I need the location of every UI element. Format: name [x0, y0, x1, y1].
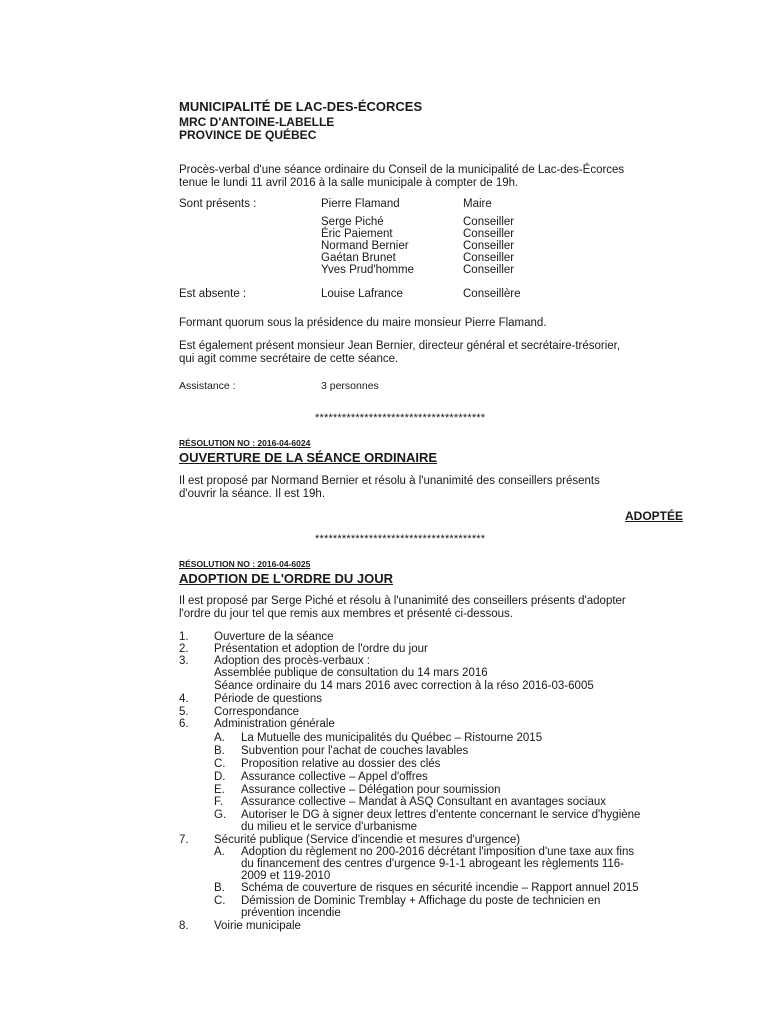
agenda-text: Voirie municipale [214, 920, 301, 932]
agenda-subitem [179, 821, 683, 834]
assistance-value: 3 personnes [321, 380, 379, 392]
subitem-letter: D. [214, 771, 226, 783]
agenda-subitem [179, 745, 683, 758]
separator: ************************************** [315, 533, 486, 545]
attendee-name: Éric Paiement [321, 228, 393, 240]
agenda-text: Correspondance [214, 706, 300, 718]
attendee-row [179, 198, 683, 211]
resolution-text-line-1: Il est proposé par Serge Piché et résolu à l'unanimité des conseillers présents d'adopter [179, 595, 626, 607]
agenda-number: 8. [179, 920, 189, 932]
agenda-number: 1. [179, 631, 189, 643]
subitem-letter: F. [214, 796, 223, 808]
agenda-item [179, 920, 683, 933]
absent-role: Conseillère [463, 288, 521, 300]
agenda-subitem [179, 732, 683, 745]
agenda-text: Sécurité publique (Service d'incendie et mesures d'urgence) [214, 834, 521, 846]
secretary-line-1: Est également présent monsieur Jean Bernier, directeur général et secrétaire-trésorier, [179, 340, 621, 352]
agenda-text: Adoption des procès-verbaux : [214, 655, 370, 667]
resolution-number: RÉSOLUTION NO : 2016-04-6024 [179, 438, 311, 448]
resolution-title: OUVERTURE DE LA SÉANCE ORDINAIRE [179, 450, 438, 465]
attendee-name: Pierre Flamand [321, 198, 400, 210]
subitem-text: Assurance collective – Appel d'offres [241, 771, 428, 783]
agenda-text: Assemblée publique de consultation du 14 mars 2016 [214, 667, 488, 679]
secretary-line-2: qui agit comme secrétaire de cette séance. [179, 353, 399, 365]
assistance-label: Assistance : [179, 380, 236, 392]
subitem-text: Adoption du règlement no 200-2016 décrétant l'imposition d'une taxe aux fins [241, 846, 635, 858]
subitem-letter: E. [214, 784, 225, 796]
agenda-text: Administration générale [214, 718, 335, 730]
agenda-text: Présentation et adoption de l'ordre du jour [214, 643, 428, 655]
assistance-row [179, 380, 683, 393]
subitem-text: 2009 et 119-2010 [241, 870, 331, 882]
agenda-text: Ouverture de la séance [214, 631, 334, 643]
agenda-item [179, 667, 683, 680]
mrc-title: MRC D'ANTOINE-LABELLE [179, 115, 335, 129]
subitem-text: Assurance collective – Mandat à ASQ Consultant en avantages sociaux [241, 796, 607, 808]
attendee-role: Conseiller [463, 228, 515, 240]
agenda-number: 5. [179, 706, 189, 718]
subitem-text: Proposition relative au dossier des clés [241, 758, 441, 770]
agenda-number: 7. [179, 834, 189, 846]
attendee-name: Serge Piché [321, 216, 384, 228]
quorum-text: Formant quorum sous la présidence du maire monsieur Pierre Flamand. [179, 317, 547, 329]
subitem-letter: G. [214, 809, 227, 821]
subitem-letter: B. [214, 882, 225, 894]
absent-row [179, 288, 683, 301]
resolution-text-line-1: Il est proposé par Normand Bernier et résolu à l'unanimité des conseillers présents [179, 475, 600, 487]
resolution-text-line-2: d'ouvrir la séance. Il est 19h. [179, 488, 326, 500]
agenda-number: 6. [179, 718, 189, 730]
agenda-number: 4. [179, 693, 189, 705]
agenda-text: Séance ordinaire du 14 mars 2016 avec correction à la réso 2016-03-6005 [214, 680, 594, 692]
subitem-text: Subvention pour l'achat de couches lavables [241, 745, 469, 757]
subitem-text: prévention incendie [241, 907, 341, 919]
attendee-row [179, 264, 683, 277]
resolution-title: ADOPTION DE L'ORDRE DU JOUR [179, 571, 393, 586]
subitem-text: La Mutuelle des municipalités du Québec – Ristourne 2015 [241, 732, 543, 744]
subitem-letter: C. [214, 895, 226, 907]
subitem-text: Assurance collective – Délégation pour soumission [241, 784, 501, 796]
intro-line-1: Procès-verbal d'une séance ordinaire du Conseil de la municipalité de Lac-des-Écorces [179, 164, 625, 176]
attendee-name: Normand Bernier [321, 240, 409, 252]
attendee-role: Maire [463, 198, 492, 210]
attendee-role: Conseiller [463, 252, 515, 264]
presents-label: Sont présents : [179, 198, 257, 210]
attendee-name: Yves Prud'homme [321, 264, 414, 276]
attendee-role: Conseiller [463, 216, 515, 228]
municipality-title: MUNICIPALITÉ DE LAC-DES-ÉCORCES [179, 99, 423, 114]
agenda-subitem [179, 907, 683, 920]
subitem-text: Autoriser le DG à signer deux lettres d'entente concernant le service d'hygiène [241, 809, 641, 821]
agenda-item [179, 718, 683, 731]
subitem-text: du financement des centres d'urgence 9-1-1 abrogeant les règlements 116- [241, 858, 624, 870]
agenda-subitem [179, 882, 683, 895]
agenda-item [179, 693, 683, 706]
subitem-text: Démission de Dominic Tremblay + Affichage du poste de technicien en [241, 895, 601, 907]
agenda-item [179, 680, 683, 693]
agenda-subitem [179, 758, 683, 771]
subitem-letter: A. [214, 846, 225, 858]
absent-label: Est absente : [179, 288, 247, 300]
agenda-text: Période de questions [214, 693, 323, 705]
adopted-status: ADOPTÉE [624, 509, 683, 523]
subitem-letter: A. [214, 732, 225, 744]
attendee-role: Conseiller [463, 240, 515, 252]
subitem-text: du milieu et le service d'urbanisme [241, 821, 418, 833]
attendee-role: Conseiller [463, 264, 515, 276]
attendee-name: Gaétan Brunet [321, 252, 396, 264]
agenda-number: 2. [179, 643, 189, 655]
absent-name: Louise Lafrance [321, 288, 403, 300]
subitem-letter: C. [214, 758, 226, 770]
subitem-letter: B. [214, 745, 225, 757]
agenda-number: 3. [179, 655, 189, 667]
agenda-subitem [179, 771, 683, 784]
resolution-number: RÉSOLUTION NO : 2016-04-6025 [179, 559, 311, 569]
resolution-text-line-2: l'ordre du jour tel que remis aux membres et présenté ci-dessous. [179, 608, 513, 620]
agenda-subitem [179, 796, 683, 809]
subitem-text: Schéma de couverture de risques en sécurité incendie – Rapport annuel 2015 [241, 882, 639, 894]
province-title: PROVINCE DE QUÉBEC [179, 128, 317, 142]
intro-line-2: tenue le lundi 11 avril 2016 à la salle municipale à compter de 19h. [179, 177, 519, 189]
separator: ************************************** [315, 412, 486, 424]
